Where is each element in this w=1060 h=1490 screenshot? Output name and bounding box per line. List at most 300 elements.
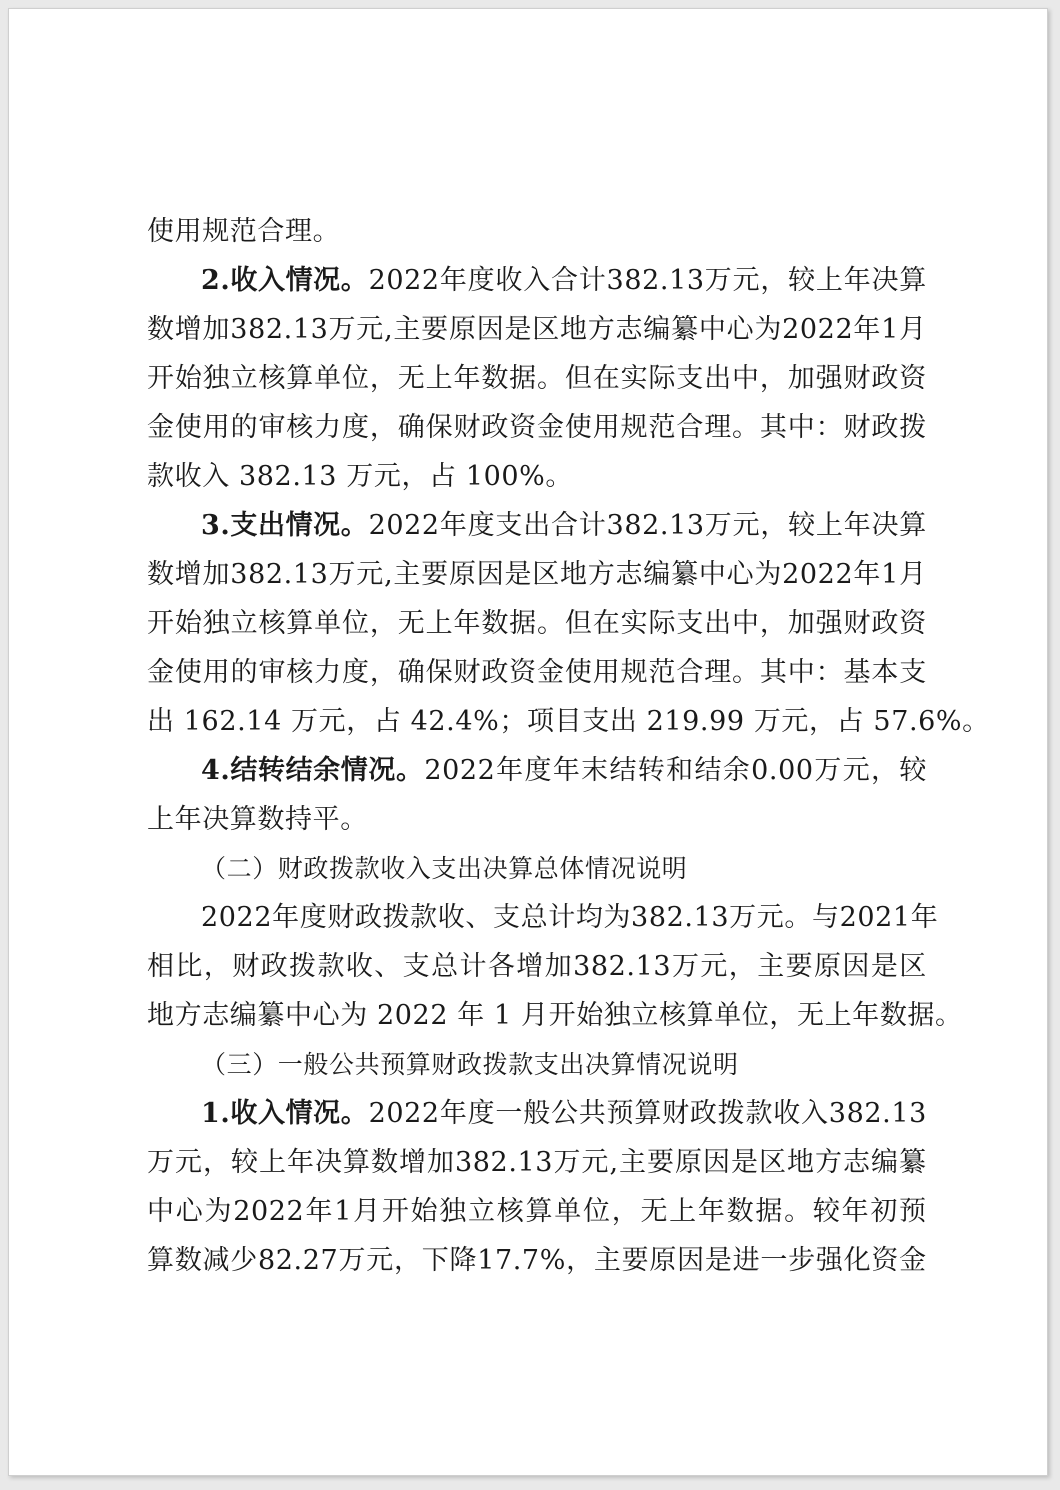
text-token: 用 [592, 412, 621, 443]
text-line [147, 746, 927, 795]
text-token: 较 [231, 1147, 259, 1178]
text-token: 本 [871, 657, 899, 688]
text-token: 合 [676, 657, 704, 688]
text-line [147, 501, 927, 550]
text-token: 17.7% [477, 1245, 566, 1276]
text-token: 上 [425, 608, 454, 639]
text-token: 强 [815, 608, 844, 639]
text-token: 1 [334, 1196, 352, 1227]
text-token: 始 [174, 608, 203, 639]
text-line [147, 991, 963, 1040]
text-token: 下 [421, 1245, 450, 1276]
text-token: 出 [704, 608, 732, 639]
text-token: 算 [899, 510, 927, 541]
text-token: 中 [732, 608, 760, 639]
text-token: 元 [842, 755, 871, 786]
text-token: 决 [871, 510, 900, 541]
text-token: 元 [356, 559, 384, 590]
text-token: ， [369, 412, 398, 443]
text-line [147, 452, 927, 501]
text-token: 82.27 [258, 1245, 339, 1276]
text-token: 增 [174, 559, 203, 590]
text-token: 上 [259, 1147, 287, 1178]
text-token: 1 [881, 559, 899, 590]
text-token: 立 [230, 363, 259, 394]
text-token: 万 [729, 902, 757, 933]
text-token: 中 [787, 412, 816, 443]
text-token: 总 [520, 902, 549, 933]
text-token: 财 [662, 1098, 690, 1129]
text-token: 中 [147, 1196, 175, 1227]
text-token: 年 [841, 1196, 870, 1227]
text-token: 立 [468, 1196, 496, 1227]
text-line [147, 893, 939, 942]
text-token: 0.00 [751, 755, 814, 786]
text-token: 月 [899, 314, 927, 345]
text-token: 年 [843, 510, 872, 541]
text-token: 主 [593, 1245, 622, 1276]
text-token: 支 [899, 657, 927, 688]
text-token: 数 [481, 363, 509, 394]
text-token: 资 [899, 363, 927, 394]
text-token: 财 [453, 412, 482, 443]
text-token: 政 [871, 412, 899, 443]
text-token: 末 [581, 755, 609, 786]
text-token: ： [815, 412, 844, 443]
text-token: 因 [677, 1245, 705, 1276]
text-token: 出 [704, 363, 732, 394]
text-token: 元 [756, 902, 785, 933]
text-token: 年 [843, 265, 872, 296]
text-token: 算 [343, 1147, 371, 1178]
text-token: 万 [328, 314, 357, 345]
paragraph-lead: 2.收入情况。 [201, 265, 369, 296]
text-token: 化 [843, 1245, 872, 1276]
text-token: 上 [425, 363, 454, 394]
text-token: 资 [509, 412, 537, 443]
text-token: 规 [620, 657, 649, 688]
text-token: 财 [843, 363, 872, 394]
text-token: 相 [147, 951, 175, 982]
text-line [147, 256, 927, 305]
text-token: 强 [815, 363, 844, 394]
text-token: 年 [439, 265, 468, 296]
text-token: 减 [202, 1245, 231, 1276]
text-token: 度 [524, 755, 553, 786]
text-token: 2022 [368, 1098, 440, 1129]
text-token: 2022 [368, 265, 440, 296]
text-token: 范 [648, 657, 677, 688]
text-token: 保 [425, 657, 454, 688]
text-token: 用 [202, 657, 231, 688]
text-token: 拨 [899, 412, 927, 443]
text-token: 降 [449, 1245, 478, 1276]
text-token: 要 [647, 1147, 675, 1178]
text-token: 地 [560, 559, 588, 590]
text-token: 因 [476, 314, 505, 345]
text-token: 财 [232, 951, 260, 982]
text-token: 方 [587, 559, 616, 590]
text-token: 进 [732, 1245, 761, 1276]
text-token: 加 [202, 314, 231, 345]
text-token: 要 [785, 951, 814, 982]
text-token: 年 [552, 755, 581, 786]
text-token: 382.13 [606, 510, 705, 541]
text-token: 中 [732, 363, 760, 394]
text-token: 主 [393, 559, 422, 590]
text-token: ， [871, 755, 899, 786]
text-token: 。 [784, 1196, 812, 1227]
text-token: 位 [342, 608, 370, 639]
text-token: 、 [374, 951, 402, 982]
text-token: 要 [421, 559, 449, 590]
text-token: 始 [410, 1196, 439, 1227]
text-token: 政 [481, 412, 509, 443]
text-token: 万 [553, 1147, 582, 1178]
text-token: 原 [675, 1147, 703, 1178]
text-token: , [384, 559, 394, 590]
text-token: 核 [286, 657, 314, 688]
text-token: 原 [814, 951, 842, 982]
text-token: 合 [550, 265, 579, 296]
text-token: 财 [843, 412, 872, 443]
text-token: 2022 [233, 1196, 305, 1227]
text-token: 主 [757, 951, 785, 982]
text-token: 合 [550, 510, 579, 541]
text-token: 比 [175, 951, 204, 982]
text-token: 使 [174, 657, 203, 688]
text-token: 加 [427, 1147, 455, 1178]
text-line [147, 1089, 927, 1138]
text-token: 始 [174, 363, 203, 394]
text-token: 支 [676, 363, 704, 394]
text-line [147, 648, 927, 697]
text-token: 款 [317, 951, 346, 982]
text-token: 位 [582, 1196, 611, 1227]
text-token: 使 [174, 412, 203, 443]
text-token: 基 [843, 657, 872, 688]
text-token: 年 [453, 608, 482, 639]
text-token: 无 [397, 608, 426, 639]
text-token: 合 [676, 412, 704, 443]
text-token: 度 [299, 902, 328, 933]
text-token: 结 [609, 755, 638, 786]
text-token: 心 [726, 559, 755, 590]
text-token: 因 [476, 559, 505, 590]
text-token: 拨 [382, 902, 411, 933]
line-text: 出 162.14 万元，占 42.4%；项目支出 219.99 万元，占 57.6%。 [147, 706, 990, 737]
text-token: 无 [640, 1196, 669, 1227]
text-token: 2022 [368, 510, 440, 541]
text-token: 用 [202, 412, 231, 443]
text-token: 元 [732, 265, 761, 296]
text-line [147, 550, 927, 599]
text-token: 际 [648, 608, 677, 639]
text-token: 保 [425, 412, 454, 443]
text-token: 但 [564, 363, 593, 394]
text-token: 算 [899, 265, 927, 296]
text-token: 度 [467, 510, 496, 541]
text-token: 用 [592, 657, 621, 688]
text-token: ， [203, 951, 232, 982]
text-token: 上 [815, 265, 844, 296]
text-token: 公 [550, 1098, 579, 1129]
text-token: 使 [564, 412, 593, 443]
text-token: ， [728, 951, 757, 982]
text-token: 力 [314, 412, 342, 443]
text-line [147, 795, 927, 844]
line-text: 地方志编纂中心为 2022 年 1 月开始独立核算单位，无上年数据。 [147, 1000, 963, 1031]
text-token: 较 [788, 510, 816, 541]
text-token: 但 [564, 608, 593, 639]
text-token: 实 [620, 363, 649, 394]
text-token: 年 [305, 1196, 334, 1227]
text-token: ： [815, 657, 844, 688]
text-token: 据 [509, 363, 537, 394]
text-token: 独 [202, 608, 231, 639]
text-token: 财 [327, 902, 355, 933]
text-token: 加 [202, 559, 231, 590]
line-text: 款收入 382.13 万元，占 100%。 [147, 461, 574, 492]
text-token: 度 [467, 1098, 496, 1129]
text-token: 增 [516, 951, 544, 982]
text-token: 纂 [671, 314, 699, 345]
text-token: 支 [495, 510, 524, 541]
text-token: 步 [788, 1245, 816, 1276]
text-token: 年 [697, 1196, 726, 1227]
text-token: 确 [397, 657, 426, 688]
text-token: 和 [666, 755, 694, 786]
text-token: 算 [634, 1098, 662, 1129]
text-token: 政 [871, 608, 899, 639]
document-page [8, 8, 1048, 1476]
text-token: 单 [314, 608, 342, 639]
section-heading [147, 1040, 927, 1089]
text-token: 各 [487, 951, 516, 982]
text-token: 年 [439, 510, 468, 541]
text-token: 志 [615, 559, 644, 590]
text-token: 款 [410, 902, 438, 933]
text-token: 是 [504, 559, 533, 590]
text-token: 志 [843, 1147, 871, 1178]
text-token: 出 [523, 510, 551, 541]
text-token: 转 [637, 755, 666, 786]
text-token: 地 [787, 1147, 815, 1178]
text-token: 数 [481, 608, 509, 639]
text-token: 资 [509, 657, 537, 688]
text-token: 政 [481, 657, 509, 688]
text-token: 原 [649, 1245, 677, 1276]
text-token: 382.13 [230, 314, 329, 345]
text-token: 规 [620, 412, 649, 443]
text-token: 主 [619, 1147, 647, 1178]
text-token: 立 [230, 608, 259, 639]
text-token: 开 [147, 363, 175, 394]
text-token: 方 [815, 1147, 843, 1178]
text-token: 金 [537, 657, 565, 688]
text-token: 般 [523, 1098, 551, 1129]
text-token: 据 [755, 1196, 783, 1227]
text-token: 政 [260, 951, 289, 982]
text-token: 金 [899, 1245, 927, 1276]
text-token: 为 [754, 314, 782, 345]
text-token: 为 [754, 559, 782, 590]
text-token: 加 [787, 608, 816, 639]
text-token: 。 [537, 363, 565, 394]
text-token: 计 [578, 510, 607, 541]
text-token: 一 [760, 1245, 788, 1276]
text-token: 是 [704, 1245, 733, 1276]
text-token: 是 [870, 951, 899, 982]
text-token: 数 [726, 1196, 755, 1227]
text-token: 无 [397, 363, 426, 394]
text-line [147, 1138, 927, 1187]
text-token: 万 [704, 510, 733, 541]
text-token: 政 [689, 1098, 718, 1129]
text-token: 结 [694, 755, 723, 786]
text-token: 中 [787, 657, 816, 688]
text-token: 万 [338, 1245, 367, 1276]
text-token: 。 [784, 902, 812, 933]
text-token: 的 [230, 412, 259, 443]
text-token: 与 [811, 902, 840, 933]
text-token: 月 [353, 1196, 381, 1227]
text-token: 理 [704, 412, 732, 443]
text-token: 核 [258, 608, 287, 639]
paragraph-lead: 3.支出情况。 [201, 510, 369, 541]
text-token: , [609, 1147, 619, 1178]
text-token: 上 [815, 510, 844, 541]
text-token: 据 [509, 608, 537, 639]
line-text: 上年决算数持平。 [147, 804, 368, 835]
line-text: （三）一般公共预算财政拨款支出决算情况说明 [201, 1050, 739, 1079]
text-token: 元 [175, 1147, 203, 1178]
text-token: ， [369, 657, 398, 688]
text-line [147, 697, 990, 746]
text-token: 单 [554, 1196, 582, 1227]
text-token: 原 [448, 559, 477, 590]
text-token: 中 [698, 314, 727, 345]
text-token: , [384, 314, 394, 345]
text-token: 区 [532, 559, 560, 590]
text-token: 2022 [782, 559, 854, 590]
text-token: 资 [899, 608, 927, 639]
text-token: 开 [381, 1196, 410, 1227]
text-token: 入 [523, 265, 551, 296]
text-token: 收 [773, 1098, 801, 1129]
text-token: 范 [648, 412, 677, 443]
text-token: 。 [732, 412, 760, 443]
text-token: 2022 [782, 314, 854, 345]
text-token: 审 [258, 657, 287, 688]
text-token: 收 [437, 902, 466, 933]
text-token: 在 [592, 608, 621, 639]
text-token: 元 [700, 951, 728, 982]
text-token: 元 [732, 510, 761, 541]
text-token: 心 [175, 1196, 204, 1227]
text-token: 资 [871, 1245, 899, 1276]
text-token: 理 [704, 657, 732, 688]
text-token: 数 [174, 1245, 203, 1276]
text-token: 区 [759, 1147, 787, 1178]
text-token: 审 [258, 412, 287, 443]
text-token: 独 [202, 363, 231, 394]
text-token: 增 [174, 314, 203, 345]
text-token: 少 [230, 1245, 258, 1276]
text-token: 度 [342, 657, 370, 688]
text-token: 较 [788, 265, 816, 296]
text-token: ， [566, 1245, 594, 1276]
text-token: 均 [575, 902, 604, 933]
text-token: 年 [853, 314, 882, 345]
text-line [147, 942, 927, 991]
text-token: 区 [532, 314, 560, 345]
text-token: 余 [722, 755, 751, 786]
text-token: 方 [587, 314, 616, 345]
text-token: 较 [812, 1196, 841, 1227]
text-token: 单 [314, 363, 342, 394]
text-token: 强 [815, 1245, 844, 1276]
text-line [147, 403, 927, 452]
text-token: 算 [286, 363, 314, 394]
text-token: 初 [870, 1196, 898, 1227]
text-token: 1 [881, 314, 899, 345]
text-token: 加 [544, 951, 573, 982]
text-token: 年 [453, 363, 482, 394]
text-token: 382.13 [828, 1098, 927, 1129]
text-token: 数 [147, 559, 175, 590]
text-token: 万 [814, 755, 842, 786]
text-token: ， [759, 608, 788, 639]
text-token: 其 [759, 412, 788, 443]
text-token: 382.13 [455, 1147, 554, 1178]
text-token: ， [611, 1196, 640, 1227]
text-token: 计 [548, 902, 576, 933]
paragraph-lead: 1.收入情况。 [201, 1098, 369, 1129]
text-token: 是 [504, 314, 533, 345]
section-heading [147, 844, 927, 893]
text-token: 年 [853, 559, 882, 590]
text-token: 要 [621, 1245, 650, 1276]
text-token: 总 [431, 951, 459, 982]
text-token: 款 [745, 1098, 774, 1129]
text-token: 计 [459, 951, 488, 982]
text-token: 心 [726, 314, 755, 345]
text-token: 元 [581, 1147, 610, 1178]
text-token: 共 [578, 1098, 607, 1129]
text-token: 要 [421, 314, 449, 345]
text-token: 度 [467, 265, 496, 296]
paragraph-lead: 4.结转结余情况。 [201, 755, 424, 786]
text-line [147, 1236, 927, 1285]
text-token: 、 [465, 902, 493, 933]
text-token: 收 [495, 265, 524, 296]
text-line [147, 599, 927, 648]
text-token: 。 [732, 657, 760, 688]
text-token: 编 [871, 1147, 899, 1178]
text-token: 一 [495, 1098, 524, 1129]
text-token: 力 [314, 657, 342, 688]
text-token: ， [760, 265, 788, 296]
text-line [147, 207, 927, 256]
text-token: 382.13 [230, 559, 329, 590]
text-token: 开 [147, 608, 175, 639]
text-token: 区 [899, 951, 927, 982]
text-token: 在 [592, 363, 621, 394]
text-token: 决 [315, 1147, 343, 1178]
text-line [147, 305, 927, 354]
text-token: 万 [671, 951, 700, 982]
